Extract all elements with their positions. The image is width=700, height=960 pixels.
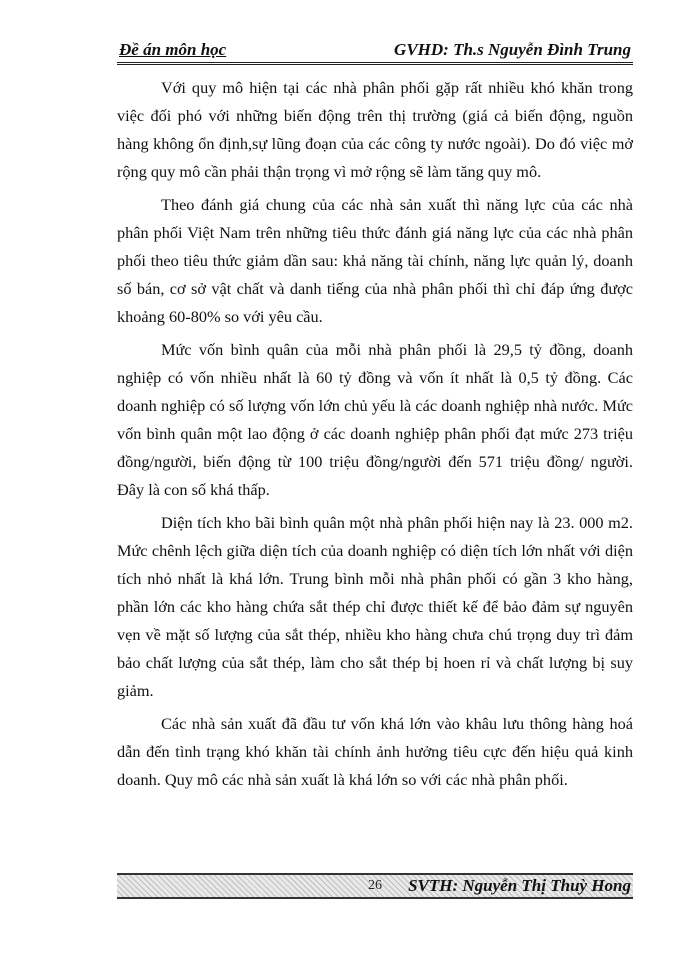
paragraph-4: Diện tích kho bãi bình quân một nhà phân phối hiện nay là 23. 000 m2. Mức chênh lệch giữa diện tích của doanh nghiệp có diện tích lớn nhất với diện tích nhỏ nhất là khá lớn. Trung bình mỗi nhà phân phối có gần 3 kho hàng, phần lớn các kho hàng chứa sắt thép chỉ được thiết kế để bảo đảm sự nguyên vẹn về mặt số lượng của sắt thép, nhiều kho hàng chưa chú trọng duy trì đảm bảo chất lượng của sắt thép, làm cho sắt thép bị hoen rỉ và chất lượng bị suy giảm. [117,513,633,700]
document-body [117,74,633,799]
paragraph-3: Mức vốn bình quân của mỗi nhà phân phối là 29,5 tỷ đồng, doanh nghiệp có vốn nhiều nhất là 60 tỷ đồng và vốn ít nhất là 0,5 tỷ đồng. Các doanh nghiệp có số lượng vốn lớn chủ yếu là các doanh nghiệp nhà nước. Mức vốn bình quân một lao động ở các doanh nghiệp phân phối đạt mức 273 triệu đồng/người, biến động từ 100 triệu đồng/người đến 571 triệu đồng/ người. Đây là con số khá thấp. [117,340,633,499]
page-footer [117,873,633,899]
document-title: Đề án môn học [119,40,227,59]
paragraph-5: Các nhà sản xuất đã đầu tư vốn khá lớn vào khâu lưu thông hàng hoá dẫn đến tình trạng khó khăn tài chính ảnh hưởng tiêu cực đến hiệu quả kinh doanh. Quy mô các nhà sản xuất là khá lớn so với các nhà phân phối. [117,714,633,789]
paragraph-1: Với quy mô hiện tại các nhà phân phối gặp rất nhiều khó khăn trong việc đối phó với những biến động trên thị trường (giá cả biến động, nguồn hàng không ổn định,sự lũng đoạn của các công ty nước ngoài). Do đó việc mở rộng quy mô cần phải thận trọng vì mở rộng sẽ làm tăng quy mô. [117,78,633,181]
page-number: 26 [368,878,382,893]
supervisor-name: GVHD: Th.s Nguyễn Đình Trung [394,40,631,59]
student-name: SVTH: Nguyễn Thị Thuỳ Hong [408,876,631,895]
page-header [117,38,633,65]
paragraph-2: Theo đánh giá chung của các nhà sản xuất thì năng lực của các nhà phân phối Việt Nam trên những tiêu thức đánh giá năng lực của các nhà phân phối theo tiêu thức giảm dần sau: khả năng tài chính, năng lực quản lý, doanh số bán, cơ sở vật chất và danh tiếng của nhà phân phối thì chỉ đáp ứng được khoảng 60-80% so với yêu cầu. [117,195,633,326]
